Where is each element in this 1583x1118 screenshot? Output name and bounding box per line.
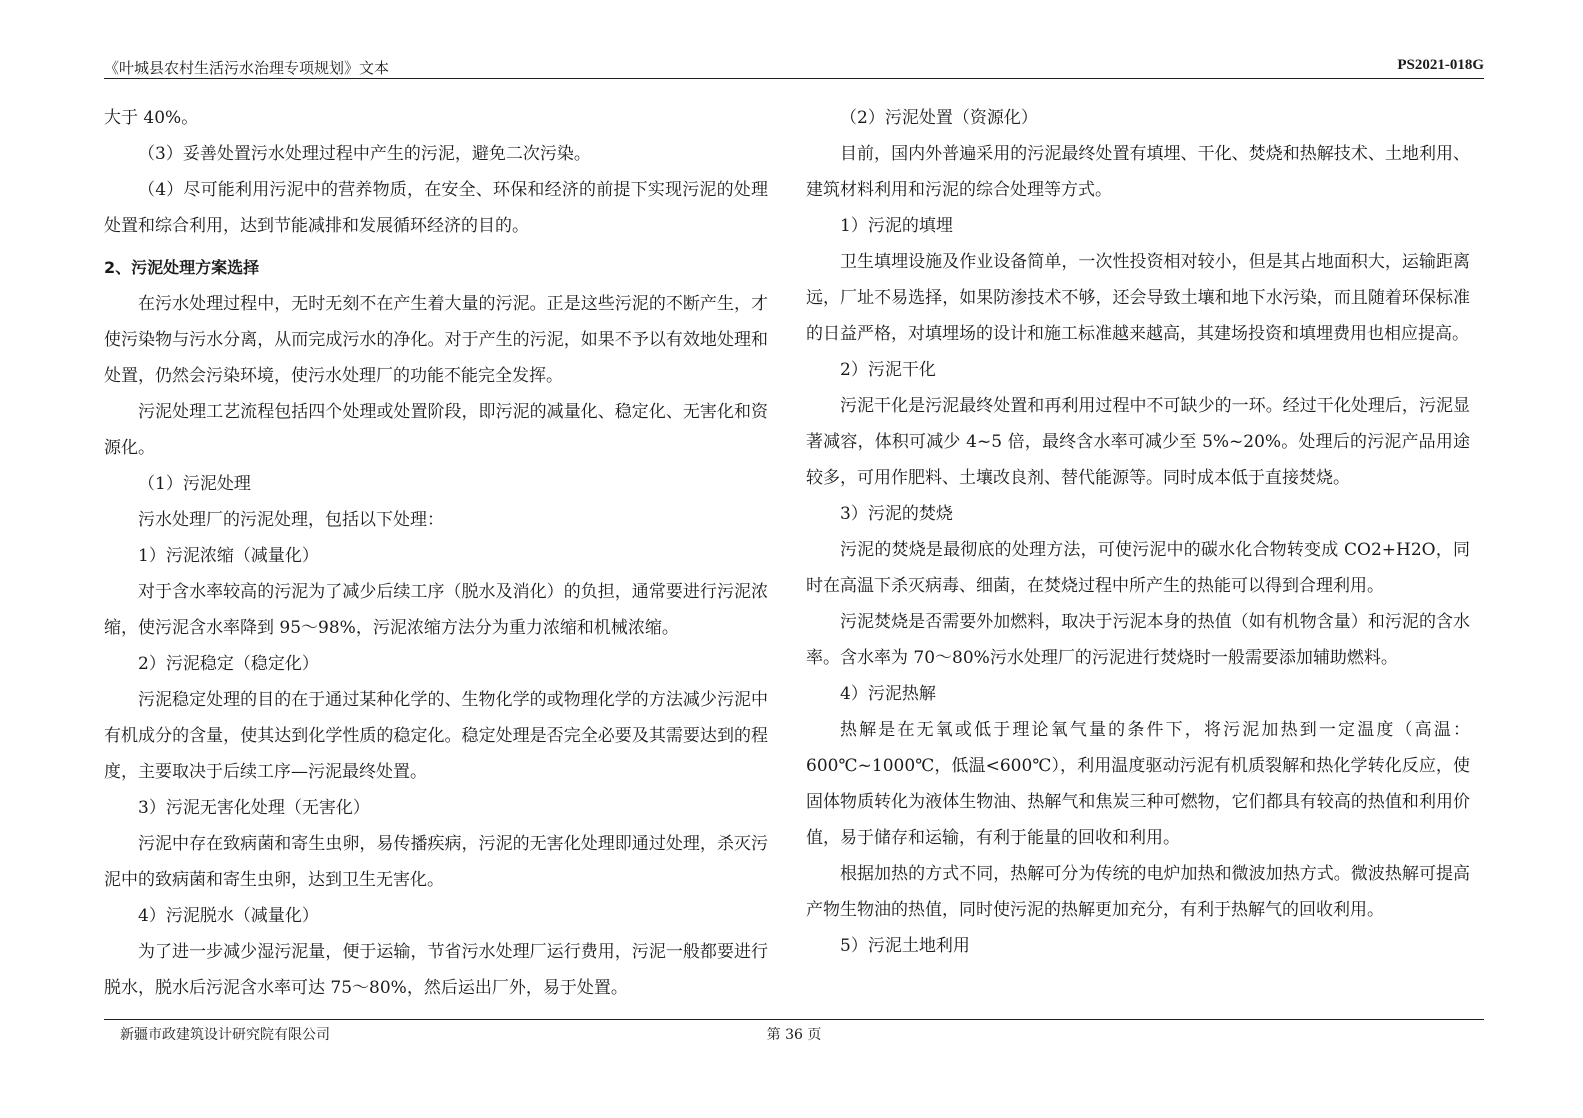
- paragraph: 污泥焚烧是否需要外加燃料，取决于污泥本身的热值（如有机物含量）和污泥的含水率。含水率为 70～80%污水处理厂的污泥进行焚烧时一般需要添加辅助燃料。: [806, 612, 1470, 668]
- left-column: [104, 100, 768, 1006]
- paragraph: 目前，国内外普遍采用的污泥最终处置有填埋、干化、焚烧和热解技术、土地利用、建筑材料利用和污泥的综合处理等方式。: [806, 144, 1470, 200]
- paragraph: 污泥中存在致病菌和寄生虫卵，易传播疾病，污泥的无害化处理即通过处理，杀灭污泥中的致病菌和寄生虫卵，达到卫生无害化。: [104, 834, 768, 890]
- paragraph: 污泥处理工艺流程包括四个处理或处置阶段，即污泥的减量化、稳定化、无害化和资源化。: [104, 402, 768, 458]
- paragraph: 污泥稳定处理的目的在于通过某种化学的、生物化学的或物理化学的方法减少污泥中有机成分的含量，使其达到化学性质的稳定化。稳定处理是否完全必要及其需要达到的程度，主要取决于后续工序—污泥最终处置。: [104, 690, 768, 782]
- paragraph: 在污水处理过程中，无时无刻不在产生着大量的污泥。正是这些污泥的不断产生，才使污染物与污水分离，从而完成污水的净化。对于产生的污泥，如果不予以有效地处理和处置，仍然会污染环境，使污水处理厂的功能不能完全发挥。: [104, 294, 768, 386]
- paragraph: （4）尽可能利用污泥中的营养物质，在安全、环保和经济的前提下实现污泥的处理处置和综合利用，达到节能减排和发展循环经济的目的。: [104, 180, 768, 236]
- page-header: [104, 54, 1484, 79]
- paragraph: 热解是在无氧或低于理论氧气量的条件下，将污泥加热到一定温度（高温：600℃~1000℃，低温<600℃），利用温度驱动污泥有机质裂解和热化学转化反应，使固体物质转化为液体生物油、热解气和焦炭三种可燃物，它们都具有较高的热值和利用价值，易于储存和运输，有利于能量的回收和利用。: [806, 720, 1470, 848]
- item-heading: 2）污泥干化: [840, 360, 936, 380]
- document-title: 《叶城县农村生活污水治理专项规划》文本: [104, 59, 390, 77]
- paragraph: （3）妥善处置污水处理过程中产生的污泥，避免二次污染。: [138, 144, 591, 164]
- section-heading: 2、污泥处理方案选择: [104, 258, 260, 277]
- subsection-heading: （1）污泥处理: [138, 474, 251, 494]
- item-heading: 4）污泥热解: [840, 684, 936, 704]
- subsection-heading: （2）污泥处置（资源化）: [840, 108, 1038, 128]
- paragraph: 污泥的焚烧是最彻底的处理方法，可使污泥中的碳水化合物转变成 CO2+H2O，同时在高温下杀灭病毒、细菌，在焚烧过程中所产生的热能可以得到合理利用。: [806, 540, 1470, 596]
- right-column: [806, 100, 1470, 964]
- paragraph: 为了进一步减少湿污泥量，便于运输，节省污水处理厂运行费用，污泥一般都要进行脱水，脱水后污泥含水率可达 75～80%，然后运出厂外，易于处置。: [104, 942, 768, 998]
- paragraph: 根据加热的方式不同，热解可分为传统的电炉加热和微波加热方式。微波热解可提高产物生物油的热值，同时使污泥的热解更加充分，有利于热解气的回收利用。: [806, 864, 1470, 920]
- item-heading: 3）污泥的焚烧: [840, 504, 953, 524]
- item-heading: 4）污泥脱水（减量化）: [138, 906, 319, 926]
- page-number: 第 36 页: [766, 1027, 822, 1043]
- paragraph: 污泥干化是污泥最终处置和再利用过程中不可缺少的一环。经过干化处理后，污泥显著减容，体积可减少 4~5 倍，最终含水率可减少至 5%~20%。处理后的污泥产品用途较多，可用作肥料、土壤改良剂、替代能源等。同时成本低于直接焚烧。: [806, 396, 1470, 488]
- item-heading: 3）污泥无害化处理（无害化）: [138, 798, 370, 818]
- item-heading: 1）污泥浓缩（减量化）: [138, 546, 319, 566]
- paragraph: 对于含水率较高的污泥为了减少后续工序（脱水及消化）的负担，通常要进行污泥浓缩，使污泥含水率降到 95～98%，污泥浓缩方法分为重力浓缩和机械浓缩。: [104, 582, 768, 638]
- page-footer: [104, 1019, 1484, 1044]
- item-heading: 5）污泥土地利用: [840, 936, 970, 956]
- paragraph: 污水处理厂的污泥处理，包括以下处理：: [138, 510, 444, 530]
- item-heading: 1）污泥的填埋: [840, 216, 953, 236]
- paragraph: 卫生填埋设施及作业设备简单，一次性投资相对较小，但是其占地面积大，运输距离远，厂址不易选择，如果防渗技术不够，还会导致土壤和地下水污染，而且随着环保标准的日益严格，对填埋场的设计和施工标准越来越高，其建场投资和填埋费用也相应提高。: [806, 252, 1470, 344]
- item-heading: 2）污泥稳定（稳定化）: [138, 654, 319, 674]
- paragraph: 大于 40%。: [104, 108, 199, 128]
- company-name: 新疆市政建筑设计研究院有限公司: [120, 1027, 330, 1043]
- document-code: PS2021-018G: [1397, 57, 1484, 73]
